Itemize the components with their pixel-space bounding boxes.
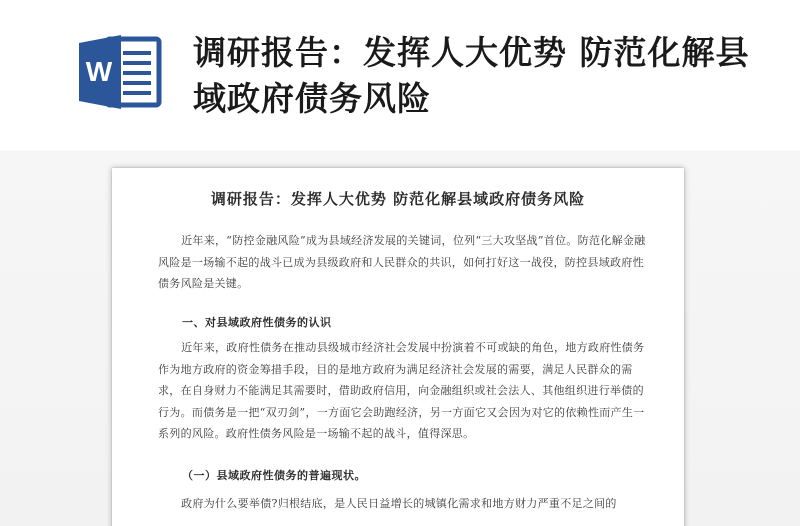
header-banner: [0, 0, 800, 150]
word-icon-letter: W: [85, 56, 113, 87]
document-title: 调研报告：发挥人大优势 防范化解县域政府债务风险: [210, 190, 586, 208]
document-page: [112, 168, 684, 526]
section-paragraph: 近年来，政府性债务在推动县级城市经济社会发展中扮演着不可或缺的角色，地方政府性债务作为地方政府的资金筹措手段，目的是地方政府为满足经济社会发展的需要，满足人民群众的需求，在自身财力不能满足其需要时，借助政府信用，向金融组织或社会法人、其他组织进行举债的行为。而债务是一把“双刃剑”，一方面它会助跑经济，另一方面它又会因为对它的依赖性而产生一系列的风险。政府性债务风险是一场输不起的战斗，值得深思。: [158, 341, 645, 440]
page-title: 调研报告：发挥人大优势 防范化解县域政府债务风险: [193, 33, 750, 118]
subsection-paragraph: 政府为什么要举债?归根结底，是人民日益增长的城镇化需求和地方财力严重不足之间的: [181, 497, 617, 510]
subsection-heading: （一）县域政府性债务的普遍现状。: [182, 469, 366, 482]
intro-paragraph: 近年来，“防控金融风险”成为县域经济发展的关键词，位列“三大攻坚战”首位。防范化解金融风险是一场输不起的战斗已成为县级政府和人民群众的共识，如何打好这一战役，防控县域政府性债务风险是关键。: [158, 234, 646, 290]
word-icon: [77, 33, 165, 111]
section-heading: 一、对县域政府性债务的认识: [182, 316, 332, 329]
